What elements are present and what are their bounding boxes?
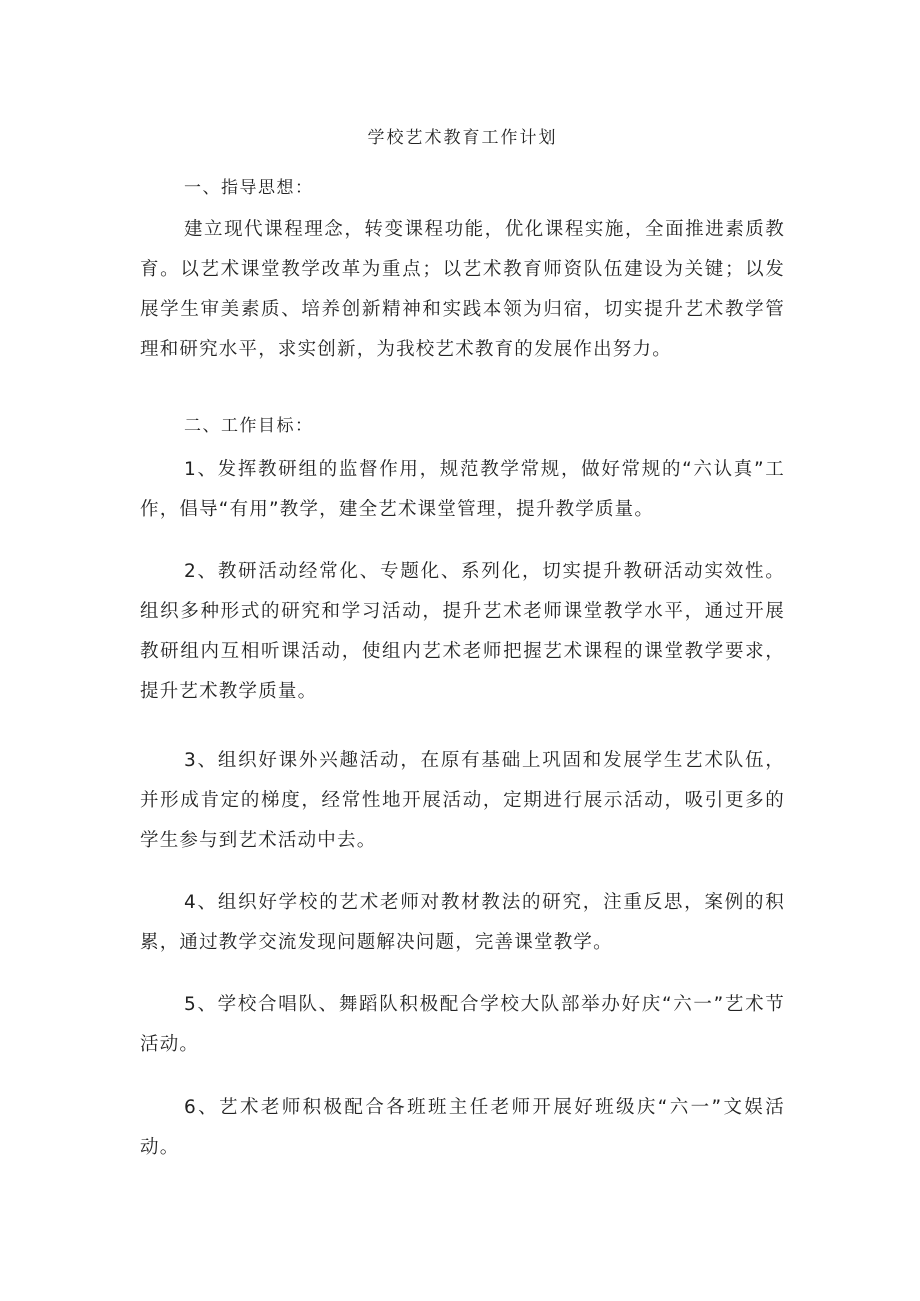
goal-item-3: 3、组织好课外兴趣活动，在原有基础上巩固和发展学生艺术队伍，并形成肯定的梯度，经常性地开展活动，定期进行展示活动，吸引更多的学生参与到艺术活动中去。 <box>140 750 785 851</box>
goal-item-4: 4、组织好学校的艺术老师对教材教法的研究，注重反思，案例的积累，通过教学交流发现问题解决问题，完善课堂教学。 <box>140 892 785 953</box>
goal-item-6: 6、艺术老师积极配合各班班主任老师开展好班级庆“六一”文娱活动。 <box>140 1097 785 1158</box>
document-title: 学校艺术教育工作计划 <box>367 128 558 148</box>
goal-item-1: 1、发挥教研组的监督作用，规范教学常规，做好常规的“六认真”工作，倡导“有用”教学，建全艺术课堂管理，提升教学质量。 <box>140 459 785 520</box>
goal-item-2: 2、教研活动经常化、专题化、系列化，切实提升教研活动实效性。组织多种形式的研究和学习活动，提升艺术老师课堂教学水平，通过开展教研组内互相听课活动，使组内艺术老师把握艺术课程的课堂教学要求，提升艺术教学质量。 <box>140 561 785 702</box>
section-paragraph-guiding-ideology: 建立现代课程理念，转变课程功能，优化课程实施，全面推进素质教育。以艺术课堂教学改革为重点；以艺术教育师资队伍建设为关键；以发展学生审美素质、培养创新精神和实践本领为归宿，切实提升艺术教学管理和研究水平，求实创新，为我校艺术教育的发展作出努力。 <box>140 219 785 360</box>
section-heading-guiding-ideology: 一、指导思想： <box>184 178 314 198</box>
section-heading-work-goals: 二、工作目标： <box>184 416 314 436</box>
goal-item-5: 5、学校合唱队、舞蹈队积极配合学校大队部举办好庆“六一”艺术节活动。 <box>140 994 785 1055</box>
